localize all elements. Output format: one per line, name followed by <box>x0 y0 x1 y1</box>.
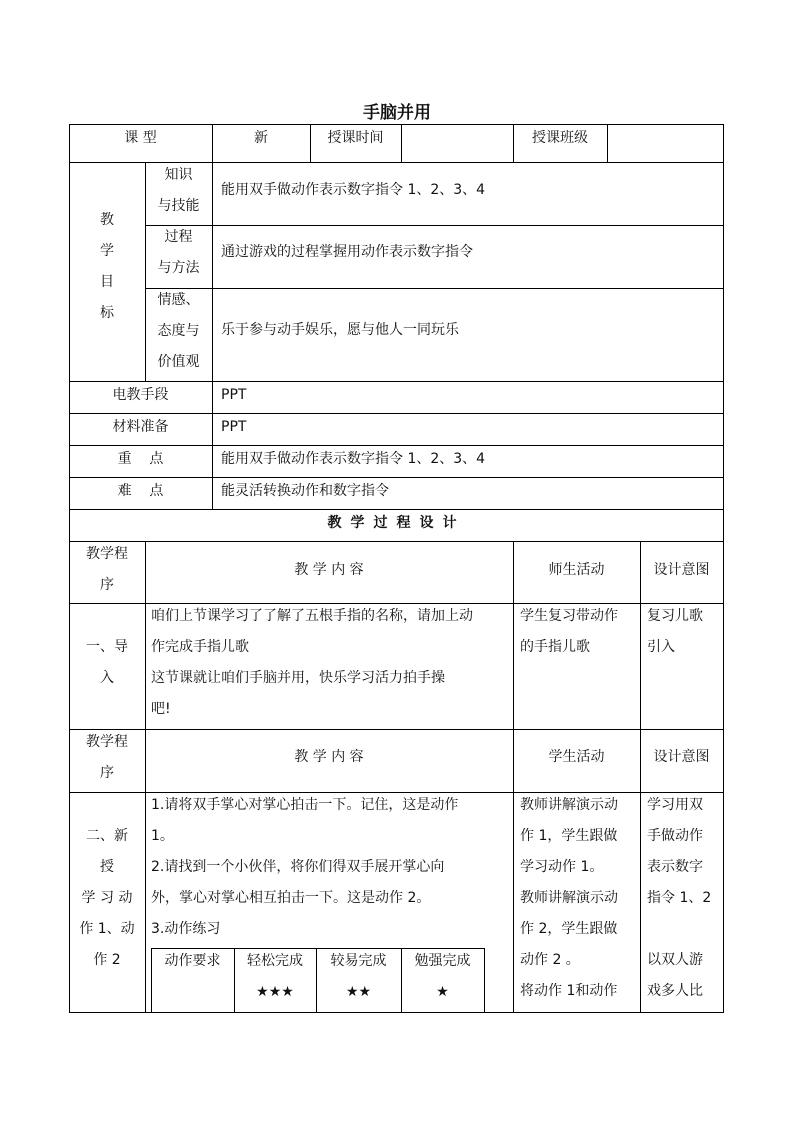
section2-intent-line: 以双人游 <box>647 952 703 968</box>
section2-activity-line: 作 2，学生跟做 <box>520 921 618 937</box>
rating-header: 勉强完成 <box>414 953 471 969</box>
section1-activity-line: 学生复习带动作 <box>520 608 618 624</box>
goal-text-emotion: 乐于参与动手娱乐，愿与他人一同玩乐 <box>221 322 459 338</box>
section2-seq-line: 作 2 <box>93 952 121 968</box>
goal-label-line: 过程 <box>164 229 193 245</box>
section2-seq-line: 作 1、动 <box>79 921 135 937</box>
section1-seq-line: 入 <box>100 670 114 686</box>
section2-content-line: 1。 <box>151 828 174 844</box>
process-title: 教学过程设计 <box>327 515 466 531</box>
section2-content-line: 外，掌心对掌心相互拍击一下。这是动作 2。 <box>151 890 431 906</box>
section1-content-line: 咱们上节课学习了了解了五根手指的名称，请加上动 <box>151 608 473 624</box>
info-label: 材料准备 <box>112 419 169 435</box>
info-label: 难 点 <box>117 483 164 499</box>
goal-label-line: 与方法 <box>157 260 200 276</box>
activity-header: 师生活动 <box>548 562 605 578</box>
section2-seq-line: 二、新 <box>86 828 128 844</box>
info-value: 能灵活转换动作和数字指令 <box>221 483 389 499</box>
section2-content-line: 1.请将双手掌心对掌心拍击一下。记住，这是动作 <box>151 797 459 813</box>
section2-activity-line: 教师讲解演示动 <box>520 797 618 813</box>
goal-text-knowledge: 能用双手做动作表示数字指令 1、2、3、4 <box>221 182 486 198</box>
info-label: 重 点 <box>117 451 164 467</box>
info-value: 能用双手做动作表示数字指令 1、2、3、4 <box>221 451 486 467</box>
goal-label-line: 情感、 <box>157 292 200 308</box>
section2-content-line: 3.动作练习 <box>151 921 221 937</box>
goal-label-line: 态度与 <box>157 323 200 339</box>
course-type-label: 课 型 <box>124 130 157 146</box>
goal-label-line: 价值观 <box>157 354 200 370</box>
section1-activity-line: 的手指儿歌 <box>520 639 590 655</box>
content-header: 教 学 内 容 <box>294 749 364 765</box>
goals-label-char: 目 <box>100 274 114 290</box>
rating-header: 轻松完成 <box>247 953 303 969</box>
section1-content-line: 吧! <box>151 701 171 717</box>
seq-header-line: 教学程 <box>86 546 128 562</box>
document-title: 手脑并用 <box>363 103 431 123</box>
section2-seq-line: 学 习 动 <box>81 890 133 906</box>
section1-content-line: 这节课就让咱们手脑并用，快乐学习活力拍手操 <box>151 670 445 686</box>
goals-label-char: 学 <box>100 243 114 259</box>
goals-label-char: 教 <box>100 212 114 228</box>
section2-intent-line: 手做动作 <box>647 828 703 844</box>
time-label: 授课时间 <box>327 130 384 146</box>
info-label: 电教手段 <box>112 387 169 403</box>
section1-seq-line: 一、导 <box>86 639 128 655</box>
section2-intent-line: 指令 1、2 <box>647 890 712 906</box>
rating-stars: ★★ <box>345 984 372 1000</box>
section2-seq-line: 授 <box>100 859 114 875</box>
content-header: 教 学 内 容 <box>294 562 364 578</box>
section2-intent-line: 戏多人比 <box>647 983 703 999</box>
section2-activity-line: 教师讲解演示动 <box>520 890 618 906</box>
section2-intent-line: 表示数字 <box>647 859 703 875</box>
class-label: 授课班级 <box>532 130 588 146</box>
goals-label-char: 标 <box>100 305 114 321</box>
section2-intent-line: 学习用双 <box>647 797 703 813</box>
section1-intent-line: 引入 <box>647 639 675 655</box>
info-value: PPT <box>221 419 247 435</box>
section1-intent-line: 复习儿歌 <box>647 608 703 624</box>
rating-stars: ★ <box>436 984 449 1000</box>
rating-stars: ★★★ <box>256 984 294 1000</box>
goal-label-line: 与技能 <box>157 198 200 214</box>
seq-header-line: 序 <box>100 577 114 593</box>
section1-content-line: 作完成手指儿歌 <box>151 639 249 655</box>
goal-text-process: 通过游戏的过程掌握用动作表示数字指令 <box>221 244 473 260</box>
rating-header: 动作要求 <box>164 953 221 969</box>
section2-content-line: 2.请找到一个小伙伴，将你们得双手展开掌心向 <box>151 859 445 875</box>
intent-header: 设计意图 <box>653 749 710 765</box>
info-value: PPT <box>221 387 247 403</box>
section2-activity-line: 作 1，学生跟做 <box>520 828 618 844</box>
goal-label-line: 知识 <box>164 167 193 183</box>
seq-header-line: 序 <box>100 765 114 781</box>
section2-activity-line: 学习动作 1。 <box>520 859 604 875</box>
activity-header: 学生活动 <box>548 749 605 765</box>
section2-activity-line: 将动作 1和动作 <box>520 983 618 999</box>
course-type-value: 新 <box>254 130 268 146</box>
seq-header-line: 教学程 <box>86 734 128 750</box>
section2-activity-line: 动作 2 。 <box>520 952 580 968</box>
intent-header: 设计意图 <box>653 562 710 578</box>
rating-header: 较易完成 <box>330 953 387 969</box>
